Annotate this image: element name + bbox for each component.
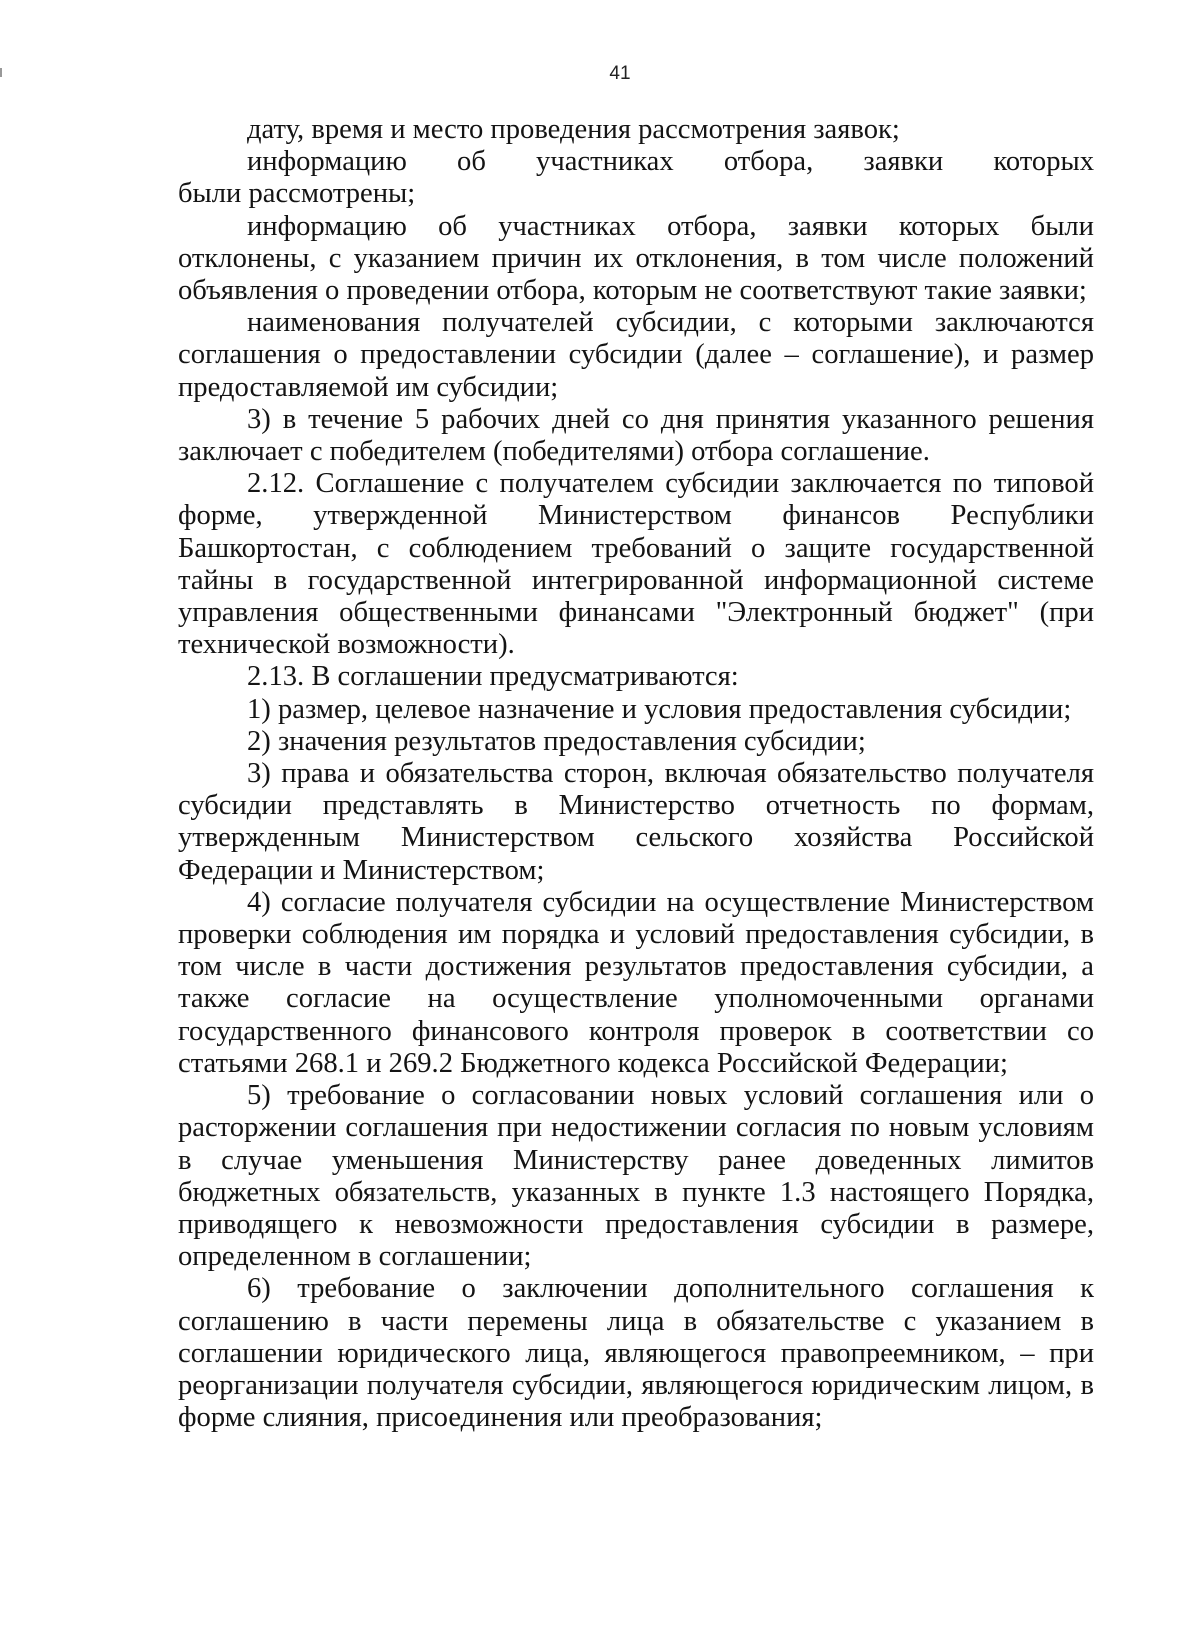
paragraph: 4) согласие получателя субсидии на осуществление Министерством проверки соблюдения им порядка и условий предоставления субсидии, в том числе в части достижения результатов предоставления субсидии, а также согласие на осуществление уполномоченными органами государственного финансового контроля проверок в соответствии со статьями 268.1 и 269.2 Бюджетного кодекса Российской Федерации; xyxy=(178,886,1094,1079)
paragraph: дату, время и место проведения рассмотрения заявок; xyxy=(247,114,900,145)
paragraph-line: информацию об участниках отбора, заявки которых xyxy=(247,146,1094,178)
paragraph: наименования получателей субсидии, с которыми заключаются соглашения о предоставлении субсидии (далее – соглашение), и размер предоставляемой им субсидии; xyxy=(178,307,1094,403)
page-number: 41 xyxy=(609,63,631,84)
document-body xyxy=(178,114,1094,1434)
paragraph: 1) размер, целевое назначение и условия предоставления субсидии; xyxy=(247,693,1072,725)
paragraph: 3) права и обязательства сторон, включая обязательство получателя субсидии представлять в Министерство отчетность по формам, утвержденным Министерством сельского хозяйства Российской Федерации и Министерством; xyxy=(178,758,1094,886)
paragraph xyxy=(178,146,1094,210)
paragraph: 5) требование о согласовании новых условий соглашения или о расторжении соглашения при недостижении согласия по новым условиям в случае уменьшения Министерству ранее доведенных лимитов бюджетных обязательств, указанных в пункте 1.3 настоящего Порядка, приводящего к невозможности предоставления субсидии в размере, определенном в соглашении; xyxy=(178,1080,1094,1273)
paragraph: 3) в течение 5 рабочих дней со дня принятия указанного решения заключает с победителем (победителями) отбора соглашение. xyxy=(178,403,1094,468)
paragraph-line: были рассмотрены; xyxy=(178,178,416,210)
paragraph: 2.12. Соглашение с получателем субсидии заключается по типовой форме, утвержденной Министерством финансов Республики Башкортостан, с соблюдением требований о защите государственной тайны в государственной интегрированной информационной системе управления общественными финансами "Электронный бюджет" (при технической возможности). xyxy=(178,468,1094,661)
paragraph: 2.13. В соглашении предусматриваются: xyxy=(247,661,739,693)
paragraph: 6) требование о заключении дополнительного соглашения к соглашению в части перемены лица в обязательстве с указанием в соглашении юридического лица, являющегося правопреемником, – при реорганизации получателя субсидии, являющегося юридическим лицом, в форме слияния, присоединения или преобразования; xyxy=(178,1273,1094,1434)
paragraph: информацию об участниках отбора, заявки которых были отклонены, с указанием причин их отклонения, в том числе положений объявления о проведении отбора, которым не соответствуют такие заявки; xyxy=(178,210,1094,307)
paragraph: 2) значения результатов предоставления субсидии; xyxy=(247,725,866,757)
